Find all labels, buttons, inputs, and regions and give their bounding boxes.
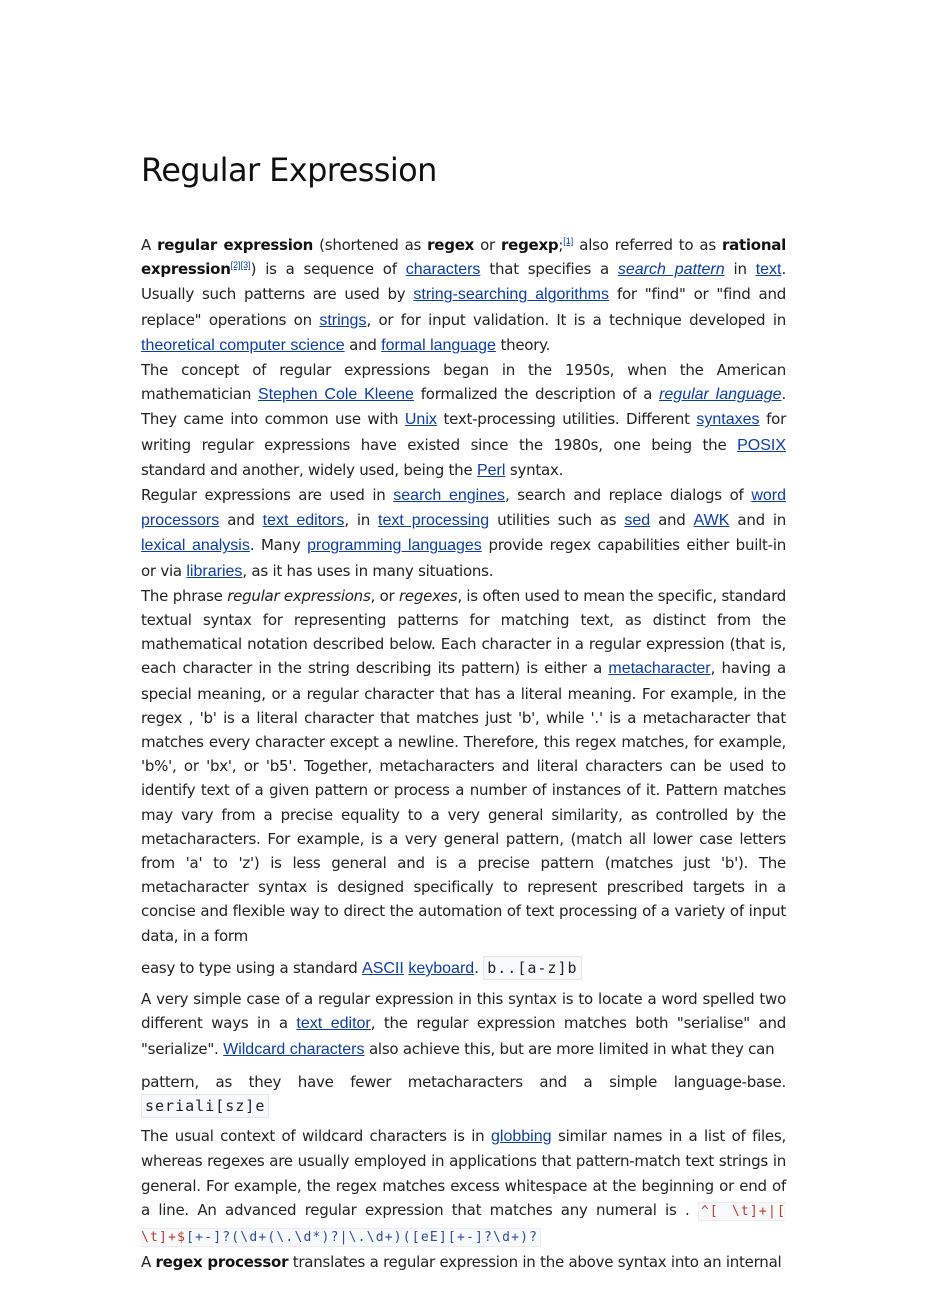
text: , search and replace dialogs of [505, 486, 752, 505]
text: utilities such as [489, 511, 625, 530]
link-text-editors[interactable]: text editors [262, 512, 345, 530]
link-lexical-analysis[interactable]: lexical analysis [141, 537, 250, 555]
intro-paragraph [141, 233, 786, 358]
link-metacharacter[interactable]: metacharacter [608, 660, 711, 678]
term-regexp: regexp [501, 236, 559, 254]
link-unix[interactable]: Unix [404, 411, 437, 429]
link-regular-language[interactable]: regular language [659, 386, 782, 404]
text: and [344, 335, 382, 354]
link-programming-languages[interactable]: programming languages [307, 537, 482, 555]
link-search-engines[interactable]: search engines [393, 487, 506, 505]
link-libraries[interactable]: libraries [186, 562, 243, 580]
link-posix[interactable]: POSIX [737, 436, 786, 454]
text: in [724, 260, 756, 279]
link-wildcard-characters[interactable]: Wildcard characters [223, 1040, 365, 1058]
text: . Many [249, 536, 308, 555]
text: , the regular expression matches both "serialise" and "serialize". [141, 1014, 786, 1058]
wildcard-paragraph [141, 1124, 786, 1250]
link-string-searching-algorithms[interactable]: string-searching algorithms [413, 286, 609, 304]
text: . They came into common use with [141, 385, 787, 429]
text: easy to type using a standard [141, 958, 363, 977]
text: . Usually such patterns are used by [141, 260, 787, 304]
link-awk[interactable]: AWK [693, 512, 730, 530]
link-stephen-cole-kleene[interactable]: Stephen Cole Kleene [258, 386, 414, 404]
text: (shortened as [313, 236, 428, 254]
syntax-paragraph-end [141, 956, 786, 981]
text: The usual context of wildcard characters is in [141, 1127, 491, 1146]
term-rational-expression: rational expression [141, 236, 787, 279]
reference-link-2[interactable]: [2] [230, 260, 241, 271]
text: The concept of regular expressions began in the 1950s, when the American mathematician [141, 361, 786, 404]
link-ascii[interactable]: ASCII [362, 959, 404, 977]
text: , or for input validation. It is a technique developed in [366, 310, 786, 329]
link-sed[interactable]: sed [624, 512, 651, 530]
text: similar names in a list of files, whereas regexes are usually employed in applications that pattern-match text strings in general. For example, the regex matches excess whitespace at the beginning or end of a line. An advanced regular expression that matches any numeral is . [141, 1127, 786, 1219]
article [141, 140, 786, 1274]
text: provide regex capabilities either built-in or via [141, 536, 787, 580]
page-title: Regular Expression [141, 151, 437, 189]
text: formalized the description of a [413, 385, 660, 404]
history-paragraph [141, 358, 786, 483]
text: The phrase [141, 586, 228, 605]
link-formal-language[interactable]: formal language [381, 336, 496, 354]
reference-link-1[interactable]: [1] [563, 236, 574, 246]
text: , in [344, 511, 379, 530]
code-text: ^[ \t]+|[ \t]+$ [141, 1203, 787, 1245]
text: . [474, 958, 484, 977]
link-strings[interactable]: strings [319, 311, 367, 329]
text: also achieve this, but are more limited in what they can [364, 1039, 775, 1058]
text: for writing regular expressions have existed since the 1980s, one being the [141, 410, 786, 454]
reference-link-3[interactable]: [3] [240, 260, 251, 271]
text: ) is a sequence of [250, 260, 406, 279]
text: pattern, as they have fewer metacharacters and a simple language-base. [141, 1072, 786, 1091]
text: and [650, 511, 694, 530]
text: translates a regular expression in the above syntax into an internal [288, 1253, 782, 1272]
text: , as it has uses in many situations. [242, 561, 494, 580]
link-word-processors[interactable]: word processors [141, 487, 786, 530]
text: , having a special meaning, or a regular character that has a literal meaning. For example, in the regex , 'b' is a literal character that matches just 'b', while '.' is a metacharacter that matches every character except a newline. Therefore, this regex matches, for example, 'b%', or 'bx', or 'b5'. Together, metacharacters and literal characters can be used to identify text of a given pattern or process a number of instances of it. Pattern matches may vary from a precise equality to a very general similarity, as controlled by the metacharacters. For example, is a very general pattern, (match all lower case letters from 'a' to 'z') is less general and is a precise pattern (matches just 'b'). The metacharacter syntax is designed specifically to represent prescribed targets in a concise and flexible way to direct the automation of text processing of a variety of input data, in a form [141, 659, 786, 945]
link-text-processing[interactable]: text processing [378, 512, 490, 530]
text: , or [370, 586, 399, 605]
text: theory. [495, 335, 551, 354]
processor-paragraph [141, 1250, 786, 1274]
text: for "find" or "find and replace" operations on [141, 285, 787, 329]
link-perl[interactable]: Perl [476, 461, 506, 479]
code-example-serialise: seriali[sz]e [141, 1094, 269, 1118]
text: text-processing utilities. Different [436, 410, 697, 429]
text: Regular expressions are used in [141, 486, 394, 505]
text: or [474, 236, 501, 254]
text: and in [729, 511, 786, 530]
text: A very simple case of a regular expression in this syntax is to locate a word spelled two different ways in a [141, 990, 786, 1033]
text: A [141, 1253, 156, 1272]
text: also referred to as [573, 236, 722, 254]
link-syntaxes[interactable]: syntaxes [696, 411, 760, 429]
link-keyboard[interactable]: keyboard [408, 959, 475, 977]
term-regex: regex [427, 236, 475, 254]
code-example-b-dot-dot: b..[a-z]b [483, 956, 581, 980]
link-text-editor[interactable]: text editor [296, 1015, 371, 1033]
link-text[interactable]: text [755, 261, 782, 279]
text: and [219, 511, 263, 530]
code-text: [+-]?(\d+(\.\d*)?|\.\d+)([eE][+-]?\d+)? [186, 1229, 539, 1245]
simple-case-paragraph [141, 987, 786, 1062]
term-regular-expression: regular expression [157, 236, 314, 254]
text: ; [558, 236, 564, 254]
usage-paragraph [141, 483, 786, 584]
term-regular-expressions: regular expressions [227, 586, 371, 605]
text: syntax. [505, 460, 564, 479]
text: A [141, 236, 158, 254]
text: , is often used to mean the specific, standard textual syntax for representing patterns for matching text, as distinct from the mathematical notation described below. Each character in a regular expression (that is, each character in the string describing its pattern) is either a [141, 586, 787, 678]
simple-case-paragraph-end [141, 1070, 786, 1118]
link-globbing[interactable]: globbing [491, 1128, 552, 1146]
term-regex-processor: regex processor [155, 1253, 289, 1272]
text: standard and another, widely used, being the [141, 460, 477, 479]
link-theoretical-computer-science[interactable]: theoretical computer science [141, 336, 345, 354]
text: that specifies a [480, 260, 618, 279]
term-regexes: regexes [398, 586, 458, 605]
syntax-paragraph [141, 584, 786, 948]
link-characters[interactable]: characters [405, 261, 481, 279]
link-search-pattern[interactable]: search pattern [617, 261, 725, 279]
